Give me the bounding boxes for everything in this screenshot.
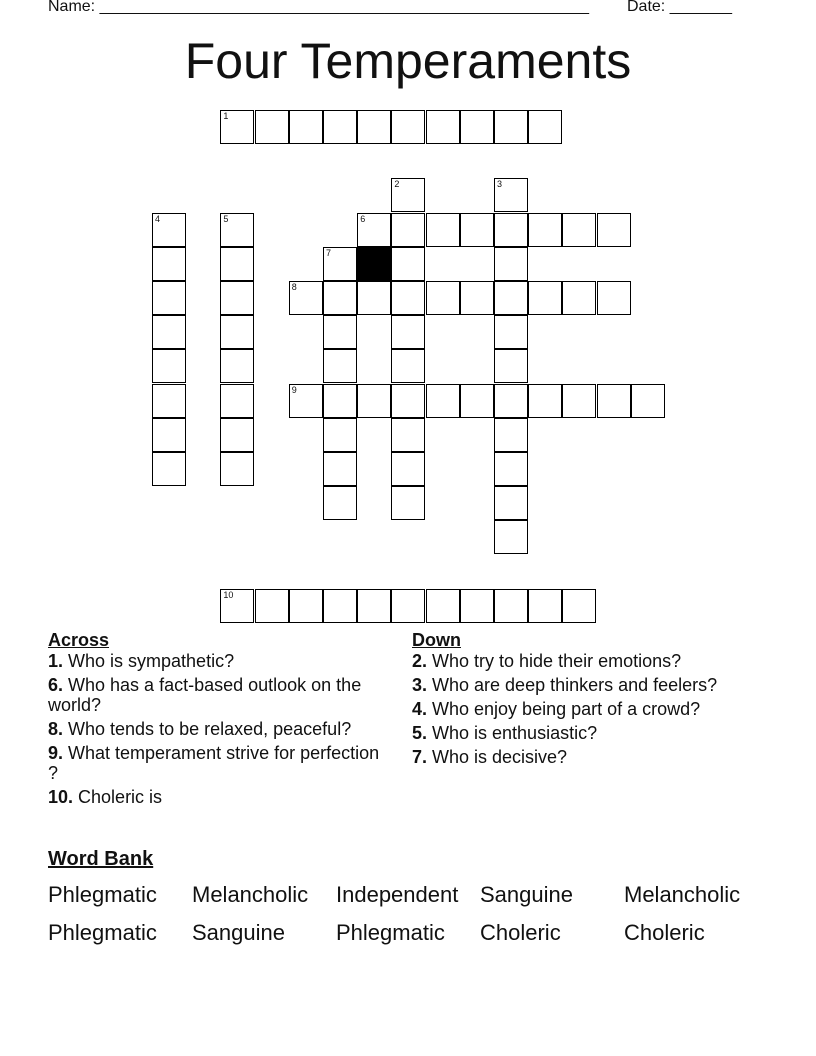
crossword-cell[interactable] [220, 110, 254, 144]
crossword-cell[interactable] [357, 281, 391, 315]
down-clue-4 [412, 699, 772, 719]
down-clue-3 [412, 675, 772, 695]
crossword-cell[interactable] [152, 281, 186, 315]
word-bank-word: Choleric [480, 920, 561, 945]
down-heading: Down [412, 630, 461, 650]
crossword-cell[interactable] [391, 213, 425, 247]
crossword-cell[interactable] [460, 213, 494, 247]
cell-number: 1 [223, 111, 229, 121]
crossword-cell[interactable] [562, 384, 596, 418]
crossword-cell[interactable] [220, 418, 254, 452]
crossword-cell[interactable] [220, 589, 254, 623]
crossword-cell[interactable] [528, 110, 562, 144]
word-bank-word: Phlegmatic [336, 920, 445, 945]
clue-number: 2. [412, 651, 428, 671]
crossword-cell[interactable] [220, 281, 254, 315]
across-heading: Across [48, 630, 110, 650]
crossword-cell[interactable] [460, 384, 494, 418]
clue-number: 10. [48, 787, 74, 807]
crossword-cell[interactable] [255, 110, 289, 144]
crossword-cell[interactable] [494, 178, 528, 212]
clue-number: 7. [412, 747, 428, 767]
down-clues [412, 630, 772, 771]
across-clues [48, 630, 388, 811]
crossword-cell[interactable] [357, 110, 391, 144]
clue-text: What temperament strive for perfection ? [48, 743, 380, 783]
word-bank-word: Sanguine [480, 882, 573, 907]
cell-number: 8 [291, 282, 297, 292]
crossword-cell[interactable] [391, 110, 425, 144]
clue-text: Choleric is [73, 787, 163, 807]
crossword-cell[interactable] [562, 589, 596, 623]
clue-text: Who is sympathetic? [63, 651, 235, 671]
clue-text: Who is decisive? [427, 747, 568, 767]
crossword-cell[interactable] [323, 384, 357, 418]
crossword-cell[interactable] [597, 384, 631, 418]
word-bank-word: Sanguine [192, 920, 285, 945]
clue-number: 4. [412, 699, 428, 719]
crossword-cell[interactable] [597, 213, 631, 247]
crossword-cell[interactable] [631, 384, 665, 418]
down-clue-7 [412, 747, 772, 767]
crossword-cell[interactable] [220, 349, 254, 383]
crossword-cell[interactable] [220, 315, 254, 349]
across-clue-10 [48, 787, 388, 807]
crossword-cell[interactable] [152, 349, 186, 383]
crossword-cell[interactable] [152, 418, 186, 452]
crossword-cell[interactable] [289, 281, 323, 315]
clue-text: Who try to hide their emotions? [427, 651, 682, 671]
across-clue-8 [48, 719, 388, 739]
crossword-cell[interactable] [494, 452, 528, 486]
crossword-cell[interactable] [494, 247, 528, 281]
cell-number: 5 [223, 213, 229, 224]
crossword-cell[interactable] [494, 589, 528, 623]
word-bank-word: Phlegmatic [48, 882, 157, 907]
crossword-cell[interactable] [323, 110, 357, 144]
crossword-cell[interactable] [597, 281, 631, 315]
crossword-cell[interactable] [289, 110, 323, 144]
crossword-cell[interactable] [220, 213, 254, 247]
crossword-cell[interactable] [562, 281, 596, 315]
clue-number: 1. [48, 651, 64, 671]
clue-text: Who tends to be relaxed, peaceful? [63, 719, 352, 739]
crossword-cell[interactable] [152, 384, 186, 418]
word-bank-word: Melancholic [192, 882, 309, 907]
cell-number: 4 [155, 213, 161, 224]
crossword-cell[interactable] [152, 213, 186, 247]
crossword-cell[interactable] [323, 247, 357, 281]
word-bank-word: Melancholic [624, 882, 741, 907]
word-bank-heading: Word Bank [48, 848, 154, 870]
crossword-cell[interactable] [323, 349, 357, 383]
crossword-cell[interactable] [220, 384, 254, 418]
crossword-cell[interactable] [391, 452, 425, 486]
across-clue-1 [48, 651, 388, 671]
crossword-cell[interactable] [357, 213, 391, 247]
down-clue-2 [412, 651, 772, 671]
crossword-cell[interactable] [152, 452, 186, 486]
crossword-cell[interactable] [255, 589, 289, 623]
crossword-cell[interactable] [357, 384, 391, 418]
crossword-cell[interactable] [323, 486, 357, 520]
date-field-label: Date: _______ [627, 0, 732, 15]
crossword-cell[interactable] [357, 589, 391, 623]
crossword-cell[interactable] [391, 589, 425, 623]
crossword-cell[interactable] [528, 213, 562, 247]
crossword-cell[interactable] [152, 315, 186, 349]
crossword-cell[interactable] [152, 247, 186, 281]
crossword-cell[interactable] [528, 281, 562, 315]
page-title: Four Temperaments [184, 33, 632, 89]
crossword-cell[interactable] [391, 418, 425, 452]
crossword-cell[interactable] [494, 486, 528, 520]
clue-number: 9. [48, 743, 64, 763]
crossword-cell[interactable] [323, 281, 357, 315]
crossword-cell[interactable] [426, 110, 460, 144]
name-field-label: Name: _______________________________________________________ [48, 0, 589, 15]
crossword-cell[interactable] [562, 213, 596, 247]
crossword-cell[interactable] [426, 213, 460, 247]
cell-number: 7 [326, 247, 332, 258]
crossword-cell[interactable] [494, 520, 528, 554]
crossword-cell[interactable] [528, 384, 562, 418]
crossword-cell[interactable] [426, 384, 460, 418]
crossword-cell[interactable] [460, 589, 494, 623]
clue-number: 3. [412, 675, 428, 695]
crossword-cell[interactable] [220, 452, 254, 486]
crossword-cell[interactable] [494, 384, 528, 418]
crossword-cell[interactable] [323, 315, 357, 349]
cell-number: 2 [394, 179, 400, 190]
cell-number: 9 [291, 384, 297, 395]
crossword-cell[interactable] [426, 281, 460, 315]
clue-text: Who is enthusiastic? [427, 723, 598, 743]
clue-text: Who are deep thinkers and feelers? [427, 675, 718, 695]
crossword-cell[interactable] [391, 178, 425, 212]
cell-number: 3 [497, 179, 503, 190]
crossword-cell[interactable] [323, 589, 357, 623]
crossword-cell[interactable] [460, 110, 494, 144]
crossword-cell[interactable] [528, 589, 562, 623]
across-clue-6 [48, 675, 388, 715]
word-bank-word: Independent [336, 882, 459, 907]
crossword-cell[interactable] [323, 418, 357, 452]
crossword-cell[interactable] [494, 418, 528, 452]
crossword-block [357, 247, 391, 281]
crossword-cell[interactable] [289, 589, 323, 623]
crossword-cell[interactable] [426, 589, 460, 623]
crossword-cell[interactable] [289, 384, 323, 418]
clue-text: Who has a fact-based outlook on the world? [48, 675, 362, 715]
word-bank-word: Phlegmatic [48, 920, 157, 945]
clue-number: 5. [412, 723, 428, 743]
clue-text: Who enjoy being part of a crowd? [427, 699, 701, 719]
clue-number: 8. [48, 719, 64, 739]
crossword-cell[interactable] [494, 213, 528, 247]
across-clue-9 [48, 743, 388, 783]
clue-number: 6. [48, 675, 64, 695]
crossword-cell[interactable] [323, 452, 357, 486]
crossword-cell[interactable] [220, 247, 254, 281]
cell-number: 6 [360, 213, 366, 224]
crossword-cell[interactable] [391, 486, 425, 520]
crossword-cell[interactable] [391, 315, 425, 349]
crossword-cell[interactable] [391, 349, 425, 383]
crossword-cell[interactable] [460, 281, 494, 315]
crossword-cell[interactable] [391, 384, 425, 418]
crossword-cell[interactable] [494, 349, 528, 383]
cell-number: 10 [223, 589, 234, 600]
crossword-cell[interactable] [494, 315, 528, 349]
down-clue-5 [412, 723, 772, 743]
crossword-cell[interactable] [494, 110, 528, 144]
crossword-cell[interactable] [391, 247, 425, 281]
word-bank-word: Choleric [624, 920, 705, 945]
crossword-cell[interactable] [391, 281, 425, 315]
crossword-cell[interactable] [494, 281, 528, 315]
